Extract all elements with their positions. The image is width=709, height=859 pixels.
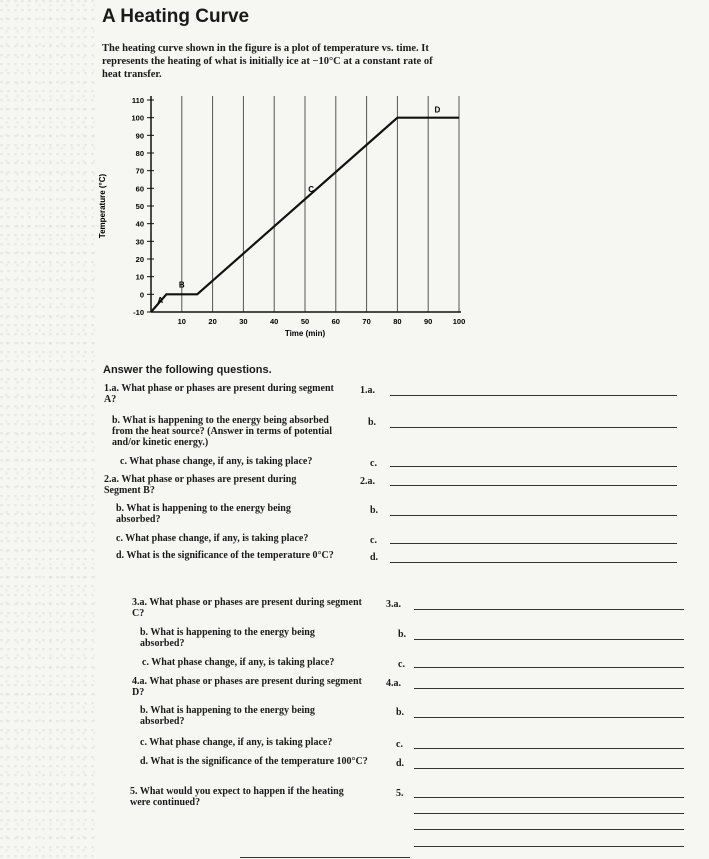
question-2d: d. What is the significance of the temperature 0°C? bbox=[116, 550, 334, 561]
answer-line-1a[interactable] bbox=[390, 395, 677, 396]
question-1b: b. What is happening to the energy being absorbed from the heat source? (Answer in terms of potential and/or kinetic energy.) bbox=[112, 415, 332, 448]
answer-heading: Answer the following questions. bbox=[103, 364, 272, 376]
answer-label-3c: c. bbox=[398, 659, 405, 670]
question-2b: b. What is happening to the energy being absorbed? bbox=[116, 503, 291, 525]
answer-label-5: 5. bbox=[396, 788, 404, 799]
question-1c: c. What phase change, if any, is taking place? bbox=[120, 456, 313, 467]
answer-line-4d[interactable] bbox=[414, 768, 684, 769]
answer-label-1c: c. bbox=[370, 458, 377, 469]
y-tick-label: 20 bbox=[135, 255, 144, 264]
answer-line-1b[interactable] bbox=[390, 427, 677, 428]
y-tick-label: 60 bbox=[135, 184, 144, 194]
question-4a: 4.a. What phase or phases are present during segment D? bbox=[132, 676, 362, 698]
answer-label-2b: b. bbox=[370, 505, 379, 516]
y-tick-label: -10 bbox=[133, 308, 144, 317]
y-tick-label: 0 bbox=[139, 290, 144, 300]
answer-line-4a[interactable] bbox=[414, 688, 684, 689]
x-tick-label: 70 bbox=[362, 317, 371, 326]
answer-label-1a: 1.a. bbox=[360, 385, 375, 396]
answer-label-1b: b. bbox=[368, 417, 377, 428]
x-tick-label: 40 bbox=[270, 317, 279, 326]
y-tick-label: 30 bbox=[135, 237, 144, 247]
answer-line-5c[interactable] bbox=[414, 829, 684, 830]
answer-line-3a[interactable] bbox=[414, 609, 684, 610]
y-tick-label: 110 bbox=[131, 96, 144, 105]
x-tick-label: 30 bbox=[239, 317, 248, 326]
x-tick-label: 100 bbox=[452, 317, 466, 326]
answer-line-5b[interactable] bbox=[414, 813, 684, 814]
x-tick-label: 20 bbox=[208, 317, 217, 326]
question-4b: b. What is happening to the energy being absorbed? bbox=[140, 705, 315, 727]
answer-label-2c: c. bbox=[370, 535, 377, 546]
x-axis-title: Time (min) bbox=[284, 329, 326, 338]
answer-line-5a[interactable] bbox=[414, 797, 684, 798]
page-title: A Heating Curve bbox=[102, 6, 250, 27]
segment-label-a: A bbox=[157, 296, 164, 306]
x-tick-label: 60 bbox=[331, 317, 340, 326]
page-bottom-rule bbox=[240, 857, 410, 858]
y-tick-label: 40 bbox=[135, 219, 144, 229]
question-5: 5. What would you expect to happen if the heating were continued? bbox=[130, 786, 344, 808]
intro-text: The heating curve shown in the figure is a plot of temperature vs. time. It represents the heating of what is initially ice at −10°C at a constant rate of heat transfer. bbox=[102, 43, 433, 80]
answer-line-2b[interactable] bbox=[390, 515, 677, 516]
question-1a: 1.a. What phase or phases are present during segment A? bbox=[104, 383, 334, 405]
answer-line-5d[interactable] bbox=[414, 846, 684, 847]
heating-curve-chart bbox=[95, 92, 475, 352]
question-3a: 3.a. What phase or phases are present during segment C? bbox=[132, 597, 362, 619]
question-4d: d. What is the significance of the temperature 100°C? bbox=[140, 756, 368, 767]
answer-label-2d: d. bbox=[370, 552, 379, 563]
answer-label-3a: 3.a. bbox=[386, 599, 401, 610]
answer-label-4a: 4.a. bbox=[386, 678, 401, 689]
y-tick-label: 100 bbox=[131, 113, 144, 123]
question-2c: c. What phase change, if any, is taking place? bbox=[116, 533, 309, 544]
y-axis-title: Temperature (°C) bbox=[98, 173, 107, 239]
x-tick-label: 90 bbox=[424, 317, 433, 326]
y-tick-label: 10 bbox=[135, 272, 144, 282]
answer-line-2d[interactable] bbox=[390, 562, 677, 563]
segment-label-b: B bbox=[178, 280, 185, 290]
answer-label-3b: b. bbox=[398, 629, 407, 640]
answer-line-2a[interactable] bbox=[390, 485, 677, 486]
question-3c: c. What phase change, if any, is taking place? bbox=[142, 657, 335, 668]
question-3b: b. What is happening to the energy being absorbed? bbox=[140, 627, 315, 649]
y-tick-label: 90 bbox=[135, 131, 144, 141]
question-4c: c. What phase change, if any, is taking place? bbox=[140, 737, 333, 748]
y-tick-label: 70 bbox=[135, 166, 144, 176]
y-tick-label: 80 bbox=[135, 149, 144, 158]
answer-line-3c[interactable] bbox=[414, 667, 684, 668]
answer-label-4c: c. bbox=[396, 739, 403, 750]
y-tick-label: 50 bbox=[135, 202, 144, 211]
x-tick-label: 80 bbox=[393, 317, 402, 326]
segment-label-c: C bbox=[308, 184, 315, 194]
answer-line-4b[interactable] bbox=[414, 717, 684, 718]
answer-line-2c[interactable] bbox=[390, 543, 677, 544]
x-tick-label: 50 bbox=[300, 317, 310, 326]
segment-label-d: D bbox=[434, 105, 441, 115]
x-tick-label: 10 bbox=[177, 317, 186, 326]
answer-label-4b: b. bbox=[396, 707, 405, 718]
answer-line-4c[interactable] bbox=[414, 748, 684, 749]
question-2a: 2.a. What phase or phases are present during Segment B? bbox=[104, 474, 297, 496]
answer-label-2a: 2.a. bbox=[360, 476, 375, 487]
answer-label-4d: d. bbox=[396, 758, 405, 769]
answer-line-1c[interactable] bbox=[390, 466, 677, 467]
paper-edge-texture bbox=[0, 0, 95, 859]
answer-line-3b[interactable] bbox=[414, 639, 684, 640]
